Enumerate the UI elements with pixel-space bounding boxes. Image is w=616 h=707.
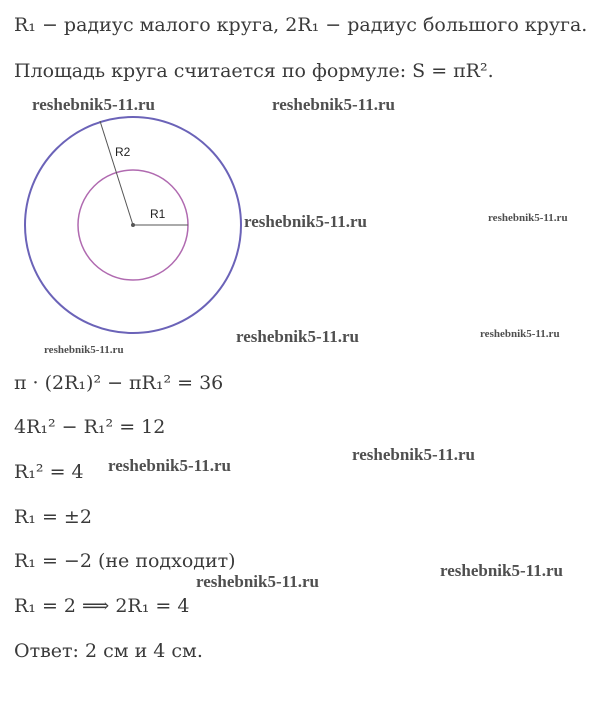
center-point [131,223,135,227]
watermark: reshebnik5-11.ru [352,445,475,464]
text-line-equation-5: R₁ = −2 (не подходит) [14,550,236,572]
watermark: reshebnik5-11.ru [108,456,231,475]
text-line-answer: Ответ: 2 см и 4 см. [14,640,203,662]
text-line-equation-3: R₁² = 4 [14,461,84,483]
label-r2: R2 [115,145,131,159]
text-line-equation-4: R₁ = ±2 [14,506,92,528]
watermark: reshebnik5-11.ru [236,327,359,346]
radius-outer-line [100,121,133,225]
watermark: reshebnik5-11.ru [272,95,395,114]
watermark: reshebnik5-11.ru [488,212,568,224]
label-r1: R1 [150,207,166,221]
watermark: reshebnik5-11.ru [440,561,563,580]
watermark: reshebnik5-11.ru [480,328,560,340]
watermark: reshebnik5-11.ru [32,95,155,114]
text-line-definition: R₁ − радиус малого круга, 2R₁ − радиус большого круга. [14,14,588,36]
text-line-equation-1: π · (2R₁)² − πR₁² = 36 [14,372,224,394]
watermark: reshebnik5-11.ru [196,572,319,591]
text-line-equation-6: R₁ = 2 ⟹ 2R₁ = 4 [14,595,190,617]
text-line-formula: Площадь круга считается по формуле: S = πR². [14,60,494,82]
watermark: reshebnik5-11.ru [244,212,367,231]
watermark: reshebnik5-11.ru [44,344,124,356]
text-line-equation-2: 4R₁² − R₁² = 12 [14,416,166,438]
